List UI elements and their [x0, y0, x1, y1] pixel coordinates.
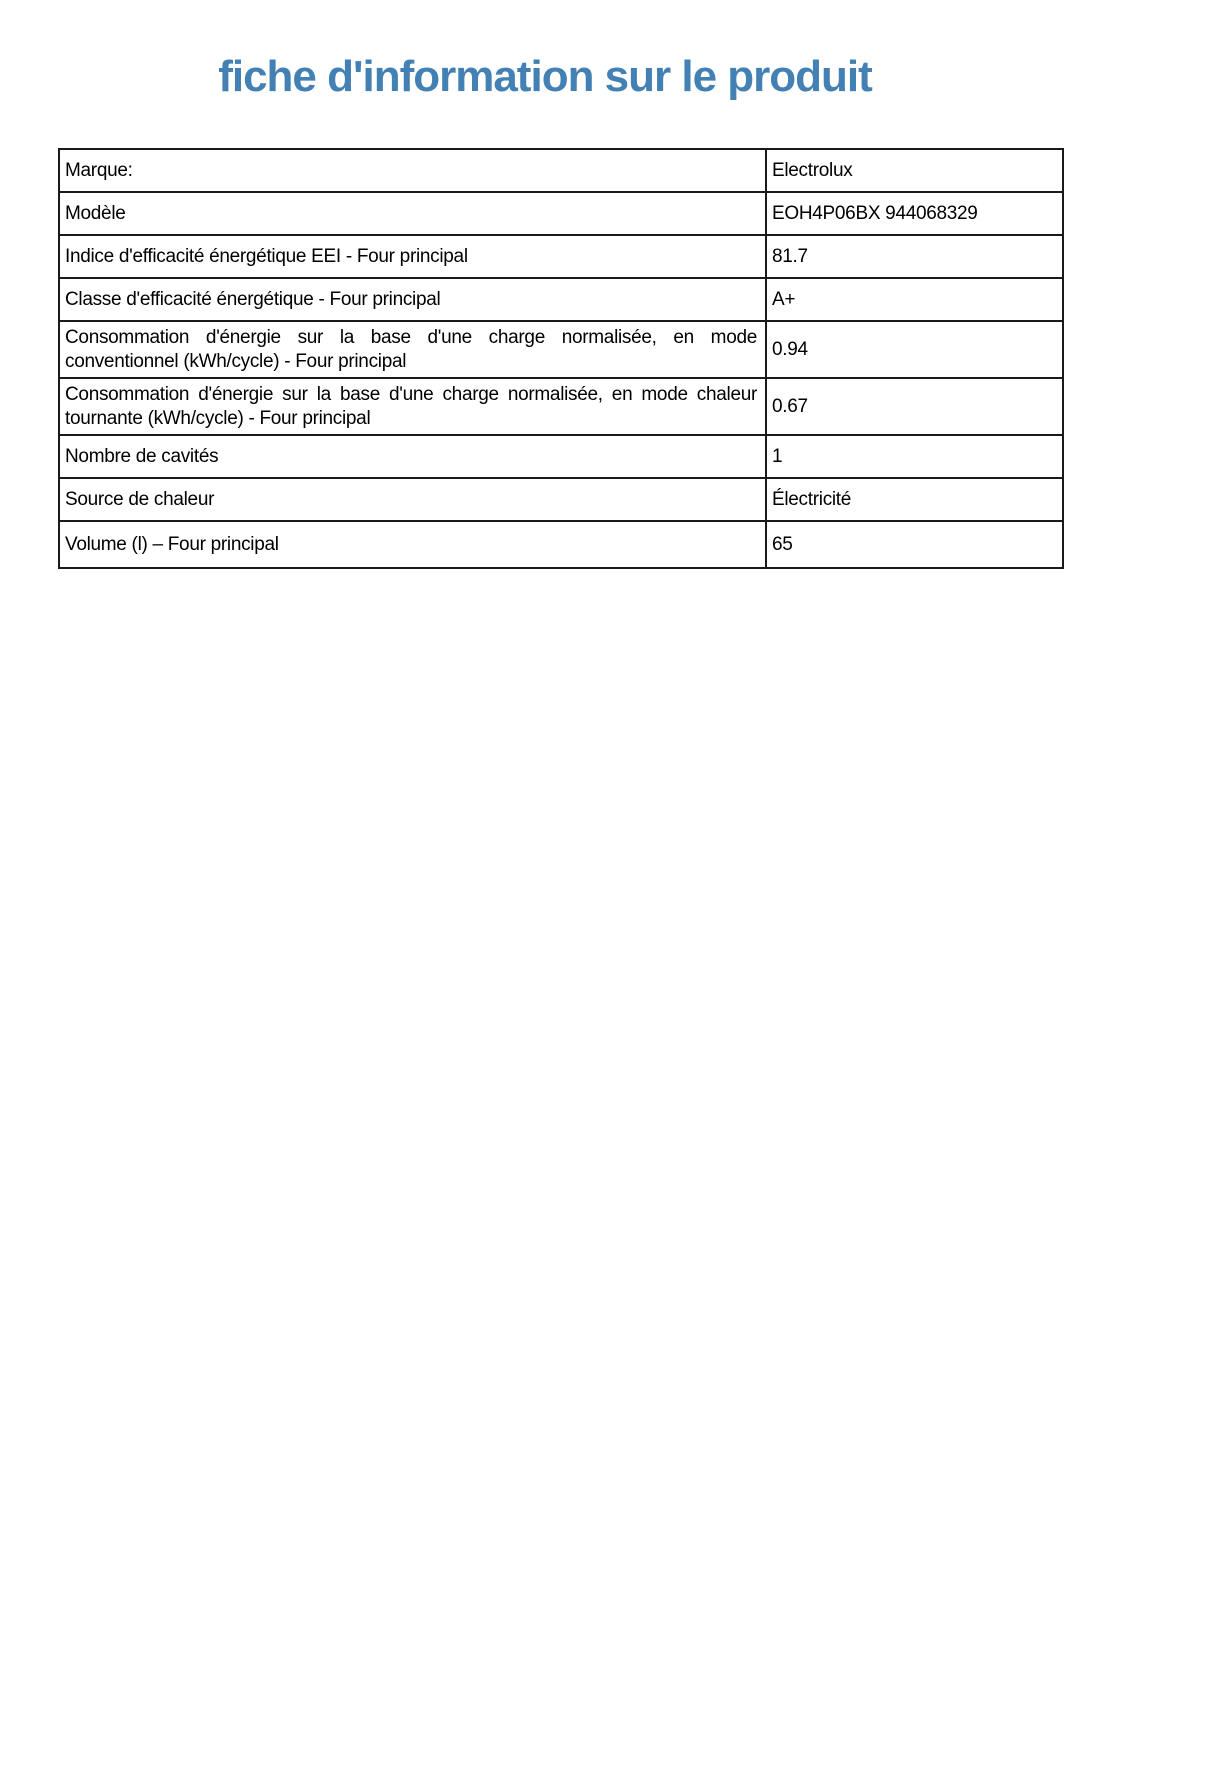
table-row-conso-chaleur-tournante	[59, 378, 1063, 435]
table-row-marque	[59, 149, 1063, 192]
property-label: Consommation d'énergie sur la base d'une charge normalisée, en mode conventionnel (kWh/cycle) - Four principal	[59, 321, 766, 378]
property-label: Nombre de cavités	[59, 435, 766, 478]
property-label: Consommation d'énergie sur la base d'une charge normalisée, en mode chaleur tournante (kWh/cycle) - Four principal	[59, 378, 766, 435]
property-label: Classe d'efficacité énergétique - Four principal	[59, 278, 766, 321]
property-value: EOH4P06BX 944068329	[766, 192, 1063, 235]
table-row-indice-eei	[59, 235, 1063, 278]
property-value: 1	[766, 435, 1063, 478]
table-row-conso-conventionnel	[59, 321, 1063, 378]
table-row-source-chaleur	[59, 478, 1063, 521]
property-value: Électricité	[766, 478, 1063, 521]
table-row-classe-energetique	[59, 278, 1063, 321]
document-page	[0, 52, 1224, 1783]
table-row-modele	[59, 192, 1063, 235]
table-row-nombre-cavites	[59, 435, 1063, 478]
property-value: 0.67	[766, 378, 1063, 435]
property-label: Indice d'efficacité énergétique EEI - Four principal	[59, 235, 766, 278]
product-info-table	[58, 148, 1064, 569]
property-label: Modèle	[59, 192, 766, 235]
property-value: 65	[766, 521, 1063, 568]
property-label: Marque:	[59, 149, 766, 192]
property-value: Electrolux	[766, 149, 1063, 192]
property-label: Volume (l) – Four principal	[59, 521, 766, 568]
table-row-volume	[59, 521, 1063, 568]
property-label: Source de chaleur	[59, 478, 766, 521]
property-value: A+	[766, 278, 1063, 321]
property-value: 81.7	[766, 235, 1063, 278]
page-title: fiche d'information sur le produit	[218, 52, 872, 101]
property-value: 0.94	[766, 321, 1063, 378]
